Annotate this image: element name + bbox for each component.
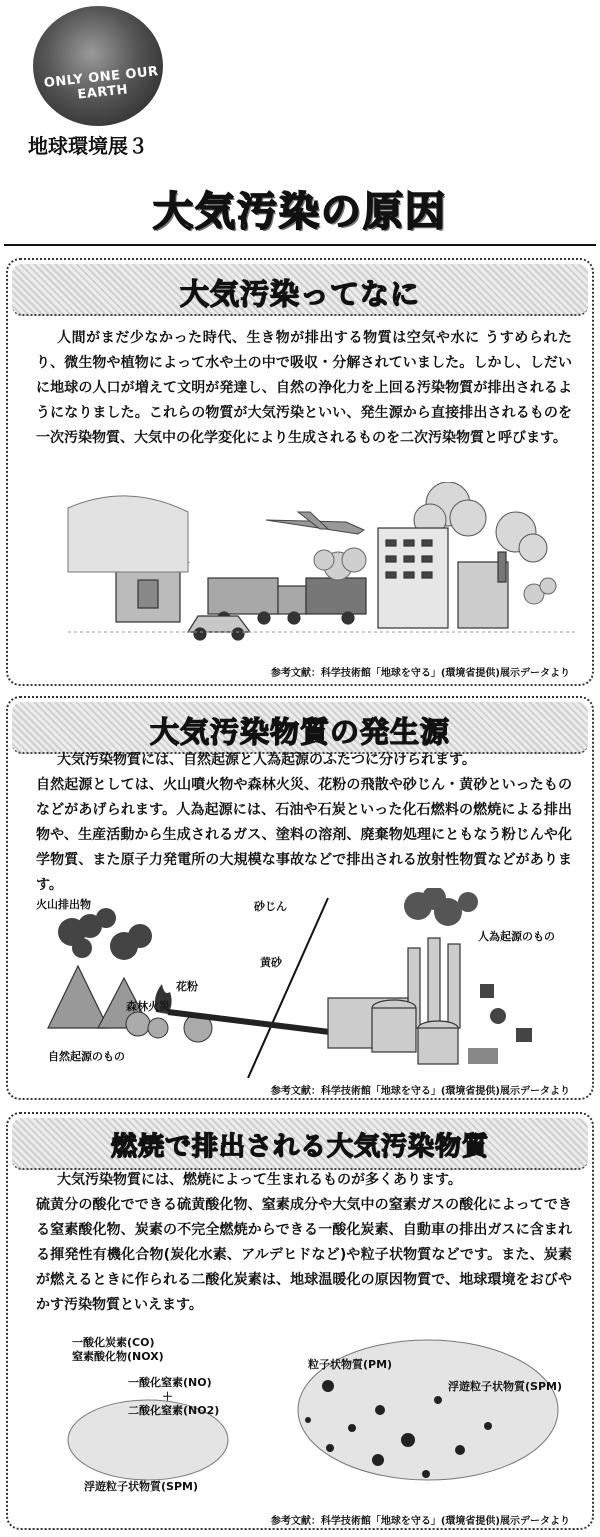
- label-yellow-sand: 黄砂: [260, 956, 282, 969]
- section-what-is-air-pollution: [6, 258, 594, 686]
- paragraph: 硫黄分の酸化でできる硫黄酸化物、窒素成分や大気中の窒素ガスの酸化によってできる窒素酸化物、炭素の不完全燃焼からできる一酸化炭素、自動車の排出ガスに含まれる揮発性有機化合物(炭化水素、アルデヒドなど)や粒子状物質などです。また、炭素が燃えるときに作られる二酸化炭素は、地球温暖化の原因物質で、地球環境をおびやかす汚染物質といえます。: [36, 1197, 572, 1313]
- logo-text: ONLY ONE OUR EARTH: [43, 64, 160, 103]
- volcano-smoke: [58, 908, 152, 960]
- label-pollen: 花粉: [176, 980, 198, 993]
- paragraph: 人間がまだ少なかった時代、生き物が排出する物質は空気や水に うすめられたり、微生物や植物によって水や土の中で吸収・分解されていました。しかし、しだいに地球の人口が増えて文明が発達し、自然の浄化力を上回る汚染物質が排出されるようになりました。これらの物質が大気汚染といい、発生源から直接排出されるものを一次汚染物質、大気中の化学変化により生成されるものを二次汚染物質と呼びます。: [36, 330, 572, 446]
- reference-note: 参考文献：科学技術館「地球を守る」(環境省提供)展示データより: [270, 1516, 570, 1527]
- header: [0, 0, 600, 170]
- paragraph: 大気汚染物質には、自然起源と人為起源のふたつに分けられます。: [57, 752, 476, 768]
- combustion-pollutants-illustration: [28, 1330, 576, 1508]
- section-body: [36, 1168, 572, 1318]
- section-title: 大気汚染ってなに: [179, 277, 420, 311]
- series-title: 地球環境展３: [28, 134, 148, 158]
- label-co: 一酸化炭素(CO): [72, 1336, 155, 1349]
- airplane-illustration: [266, 512, 364, 534]
- section-combustion-pollutants: [6, 1112, 594, 1530]
- label-pm: 粒子状物質(PM): [308, 1358, 393, 1371]
- section-title: 燃焼で排出される大気汚染物質: [110, 1132, 489, 1162]
- natural-vs-human-sources-illustration: [28, 888, 576, 1078]
- reference-note: 参考文献：科学技術館「地球を守る」(環境省提供)展示データより: [270, 1086, 570, 1097]
- section-title: 大気汚染物質の発生源: [149, 715, 450, 749]
- paragraph: 大気汚染物質には、燃焼によって生まれるものが多くあります。: [57, 1172, 462, 1188]
- label-forest-fire: 森林火災: [126, 1000, 170, 1013]
- label-no: 一酸化窒素(NO): [128, 1376, 212, 1389]
- factory-smoke: [404, 888, 478, 926]
- section-pollution-sources: [6, 696, 594, 1100]
- pollution-sources-illustration: [28, 482, 576, 652]
- building-illustration: [378, 528, 508, 628]
- label-plus: ＋: [162, 1390, 173, 1403]
- label-natural: 自然起源のもの: [48, 1050, 125, 1063]
- page-title: 大気汚染の原因: [153, 189, 447, 235]
- factory-illustration: [328, 938, 460, 1064]
- label-volcano: 火山排出物: [36, 898, 91, 911]
- label-sand: 砂じん: [254, 900, 287, 913]
- paragraph: 自然起源としては、火山噴火物や森林火災、花粉の飛散や砂じん・黄砂といったものなどがあげられます。人為起源には、石油や石炭といった化石燃料の燃焼による排出物や、生産活動から生成されるガス、塗料の溶剤、廃棄物処理にともなう粉じんや化学物質、また原子力発電所の大規模な事故などで排出される放射性物質などがあります。: [36, 777, 572, 893]
- label-no2: 二酸化窒素(NO2): [128, 1404, 220, 1417]
- label-spm-left: 浮遊粒子状物質(SPM): [84, 1480, 198, 1493]
- section-body: [36, 326, 572, 451]
- divider-line: [248, 898, 328, 1078]
- section-body: [36, 748, 572, 898]
- label-spm-right: 浮遊粒子状物質(SPM): [448, 1380, 562, 1393]
- label-nox: 窒素酸化物(NOX): [72, 1350, 164, 1363]
- reference-note: 参考文献：科学技術館「地球を守る」(環境省提供)展示データより: [270, 668, 570, 679]
- label-human: 人為起源のもの: [478, 930, 555, 943]
- waste-illustration: [468, 984, 532, 1064]
- car-illustration: [188, 616, 250, 640]
- title-divider: [4, 244, 596, 246]
